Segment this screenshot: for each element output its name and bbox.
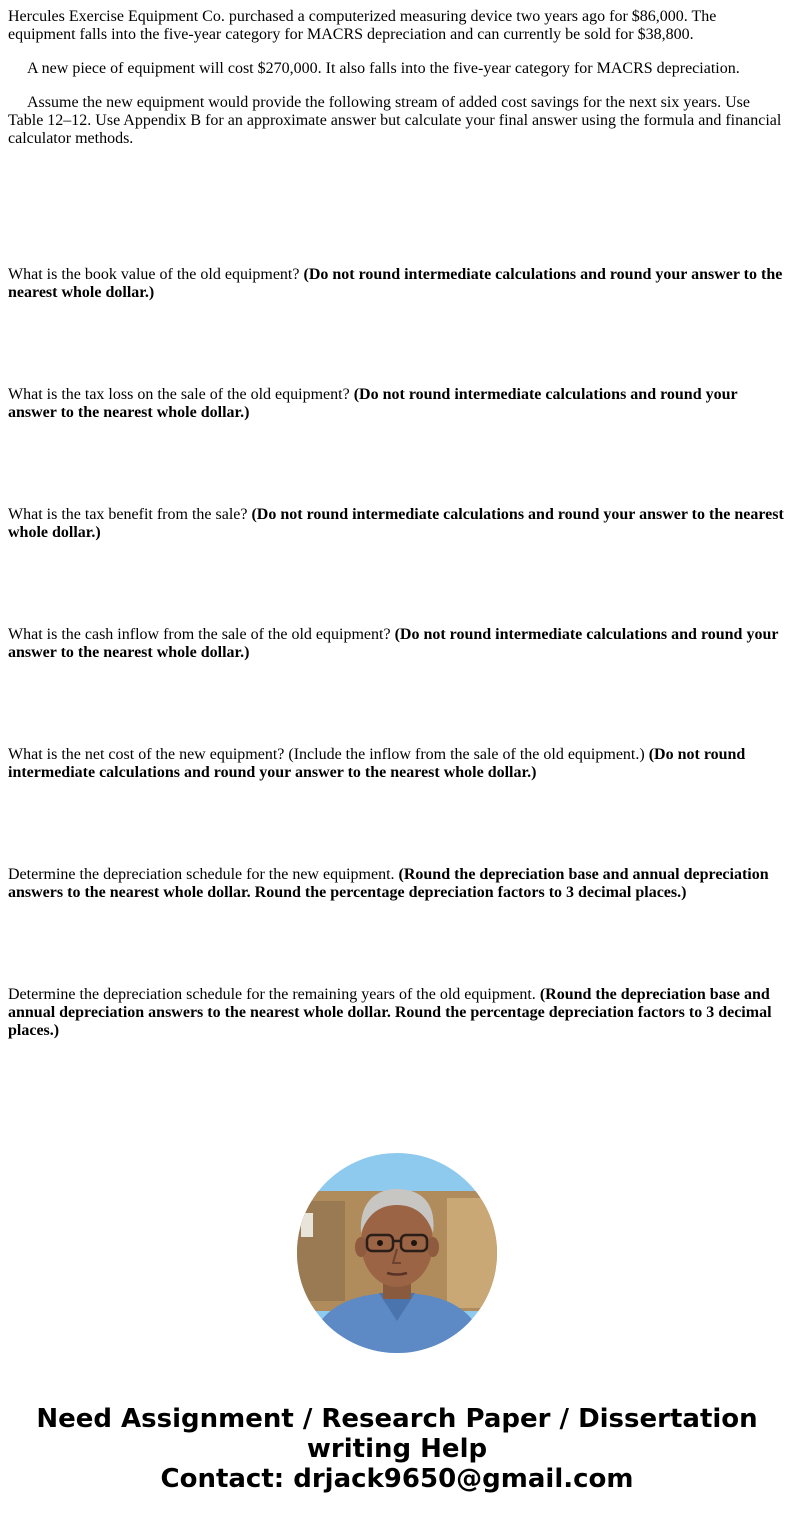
question-new-depreciation [8, 866, 786, 902]
intro-paragraph-2: A new piece of equipment will cost $270,000. It also falls into the five-year category for MACRS depreciation. [27, 60, 740, 77]
question-text: Determine the depreciation schedule for the remaining years of the old equipment. [8, 986, 540, 1003]
question-text: Determine the depreciation schedule for the new equipment. [8, 866, 399, 883]
question-text: What is the tax benefit from the sale? [8, 506, 252, 523]
footer-contact-line: Contact: drjack9650@gmail.com [160, 1464, 634, 1494]
intro-paragraph-3: Assume the new equipment would provide the following stream of added cost savings for the next six years. Use Table 12–12. Use Appendix B for an approximate answer but calculate your final answer using the formula and financial calculator methods. [8, 94, 782, 147]
question-tax-benefit [8, 506, 786, 542]
question-book-value [8, 266, 786, 302]
question-cash-inflow [8, 626, 786, 662]
question-instruction: (Round the depreciation base and annual depreciation answers to the nearest whole dollar. Round the percentage depreciation factors to 3 decimal places.) [8, 986, 772, 1039]
question-instruction: (Do not round intermediate calculations and round your answer to the nearest whole dollar.) [8, 626, 779, 661]
question-instruction: (Do not round intermediate calculations and round your answer to the nearest whole dollar.) [8, 506, 784, 541]
question-tax-loss [8, 386, 786, 422]
avatar-portrait [297, 1153, 497, 1353]
question-text: What is the tax loss on the sale of the old equipment? [8, 386, 354, 403]
question-instruction: (Do not round intermediate calculations and round your answer to the nearest whole dollar.) [8, 266, 783, 301]
question-old-depreciation [8, 986, 786, 1040]
question-instruction: (Round the depreciation base and annual depreciation answers to the nearest whole dollar. Round the percentage depreciation factors to 3 decimal places.) [8, 866, 769, 901]
avatar-ear-left [355, 1237, 367, 1257]
author-avatar [297, 1153, 497, 1353]
contact-footer [0, 1404, 794, 1494]
question-instruction: (Do not round intermediate calculations and round your answer to the nearest whole dollar.) [8, 386, 738, 421]
question-instruction: (Do not round intermediate calculations and round your answer to the nearest whole dollar.) [8, 746, 746, 781]
footer-line-2: writing Help [306, 1434, 488, 1464]
avatar-eye-left [377, 1240, 383, 1246]
question-net-cost [8, 746, 786, 782]
avatar-ear-right [427, 1237, 439, 1257]
question-text: What is the book value of the old equipment? [8, 266, 304, 283]
question-text: What is the cash inflow from the sale of the old equipment? [8, 626, 395, 643]
footer-line-1: Need Assignment / Research Paper / Dissertation [36, 1404, 758, 1434]
intro-paragraph-1: Hercules Exercise Equipment Co. purchased a computerized measuring device two years ago for $86,000. The equipment falls into the five-year category for MACRS depreciation and can currently be sold for $38,800. [8, 8, 717, 43]
avatar-eye-right [411, 1240, 417, 1246]
avatar-switchboard [301, 1213, 313, 1237]
question-text: What is the net cost of the new equipment? (Include the inflow from the sale of the old equipment.) [8, 746, 649, 763]
problem-intro [8, 8, 786, 164]
avatar-wall-carving [447, 1198, 497, 1308]
